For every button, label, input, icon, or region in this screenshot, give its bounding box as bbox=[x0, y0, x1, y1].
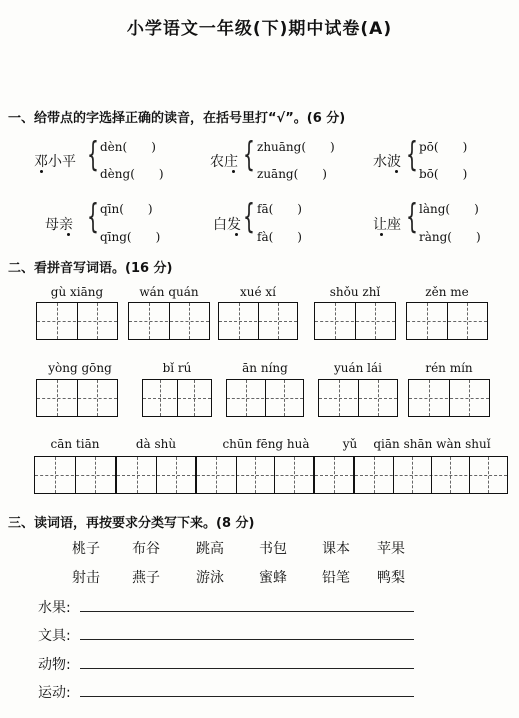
writing-grid[interactable] bbox=[34, 456, 116, 494]
writing-grid[interactable] bbox=[36, 379, 118, 417]
brace: { bbox=[406, 197, 418, 237]
writing-grid[interactable] bbox=[318, 379, 398, 417]
pinyin-label: cān tiān bbox=[50, 437, 100, 451]
writing-grid[interactable] bbox=[116, 456, 196, 494]
pinyin-label: zěn me bbox=[425, 285, 469, 299]
option[interactable]: dèng( ) bbox=[100, 167, 164, 181]
word-item: 鸭梨 bbox=[377, 570, 405, 586]
category-label: 水果: bbox=[38, 600, 71, 616]
option[interactable]: làng( ) bbox=[419, 202, 479, 216]
word-item: 燕子 bbox=[132, 570, 160, 586]
pinyin-label: shǒu zhǐ bbox=[329, 285, 381, 299]
option[interactable]: qīn( ) bbox=[100, 202, 153, 216]
word-item: 射击 bbox=[72, 570, 100, 586]
writing-grid[interactable] bbox=[408, 379, 490, 417]
option[interactable]: pō( ) bbox=[419, 140, 468, 154]
answer-line[interactable] bbox=[80, 668, 414, 669]
writing-grid[interactable] bbox=[226, 379, 304, 417]
word-item: 桃子 bbox=[72, 541, 100, 557]
pinyin-label: ān níng bbox=[242, 361, 288, 375]
word-dengxiaoping: 邓小平 bbox=[34, 154, 76, 170]
section1-heading: 一、给带点的字选择正确的读音，在括号里打“√”。(6 分) bbox=[8, 111, 346, 126]
emphasis-dot bbox=[40, 170, 43, 173]
writing-grid[interactable] bbox=[354, 456, 508, 494]
word-nongzhuang: 农庄 bbox=[210, 154, 238, 170]
option[interactable]: ràng( ) bbox=[419, 230, 481, 244]
word-shuibo: 水波 bbox=[373, 154, 401, 170]
word-baifa: 白发 bbox=[213, 217, 241, 233]
emphasis-dot bbox=[232, 170, 235, 173]
section3-heading: 三、读词语，再按要求分类写下来。(8 分) bbox=[8, 516, 255, 531]
pinyin-label: yòng gōng bbox=[48, 361, 112, 375]
pinyin-label: yuán lái bbox=[333, 361, 383, 375]
pinyin-label: qiān shān wàn shuǐ bbox=[373, 437, 491, 451]
brace: { bbox=[406, 135, 418, 175]
option[interactable]: fā( ) bbox=[257, 202, 302, 216]
emphasis-dot bbox=[395, 170, 398, 173]
writing-grid[interactable] bbox=[406, 302, 488, 340]
option[interactable]: bō( ) bbox=[419, 167, 468, 181]
category-label: 动物: bbox=[38, 657, 71, 673]
option[interactable]: zuāng( ) bbox=[257, 167, 327, 181]
pinyin-label: dà shù bbox=[135, 437, 177, 451]
writing-grid[interactable] bbox=[314, 302, 396, 340]
answer-line[interactable] bbox=[80, 639, 414, 640]
writing-grid[interactable] bbox=[36, 302, 118, 340]
option[interactable]: dèn( ) bbox=[100, 140, 156, 154]
pinyin-label: wán quán bbox=[139, 285, 199, 299]
pinyin-label: gù xiāng bbox=[50, 285, 104, 299]
word-item: 游泳 bbox=[196, 570, 224, 586]
page-title: 小学语文一年级(下)期中试卷(A) bbox=[126, 19, 393, 39]
word-rangzuo: 让座 bbox=[373, 217, 401, 233]
option[interactable]: qīng( ) bbox=[100, 230, 161, 244]
word-item: 铅笔 bbox=[322, 570, 350, 586]
writing-grid[interactable] bbox=[314, 456, 354, 494]
answer-line[interactable] bbox=[80, 611, 414, 612]
emphasis-dot bbox=[67, 233, 70, 236]
word-item: 跳高 bbox=[196, 541, 224, 557]
word-item: 书包 bbox=[259, 541, 287, 557]
writing-grid[interactable] bbox=[196, 456, 314, 494]
answer-line[interactable] bbox=[80, 696, 414, 697]
writing-grid[interactable] bbox=[128, 302, 210, 340]
word-item: 课本 bbox=[322, 541, 350, 557]
emphasis-dot bbox=[380, 233, 383, 236]
pinyin-label: chūn fēng huà bbox=[222, 437, 310, 451]
pinyin-label: bǐ rú bbox=[162, 361, 192, 375]
pinyin-label: xué xí bbox=[239, 285, 277, 299]
pinyin-label: rén mín bbox=[425, 361, 473, 375]
brace: { bbox=[243, 135, 255, 175]
emphasis-dot bbox=[235, 233, 238, 236]
writing-grid[interactable] bbox=[218, 302, 298, 340]
category-label: 文具: bbox=[38, 628, 71, 644]
brace: { bbox=[87, 197, 99, 237]
word-muqin: 母亲 bbox=[45, 217, 73, 233]
writing-grid[interactable] bbox=[142, 379, 212, 417]
word-item: 蜜蜂 bbox=[259, 570, 287, 586]
section2-heading: 二、看拼音写词语。(16 分) bbox=[8, 261, 173, 276]
word-item: 苹果 bbox=[377, 541, 405, 557]
brace: { bbox=[87, 135, 99, 175]
brace: { bbox=[243, 197, 255, 237]
option[interactable]: zhuāng( ) bbox=[257, 140, 335, 154]
word-item: 布谷 bbox=[132, 541, 160, 557]
option[interactable]: fà( ) bbox=[257, 230, 302, 244]
pinyin-label: yǔ bbox=[342, 437, 358, 451]
category-label: 运动: bbox=[38, 685, 71, 701]
